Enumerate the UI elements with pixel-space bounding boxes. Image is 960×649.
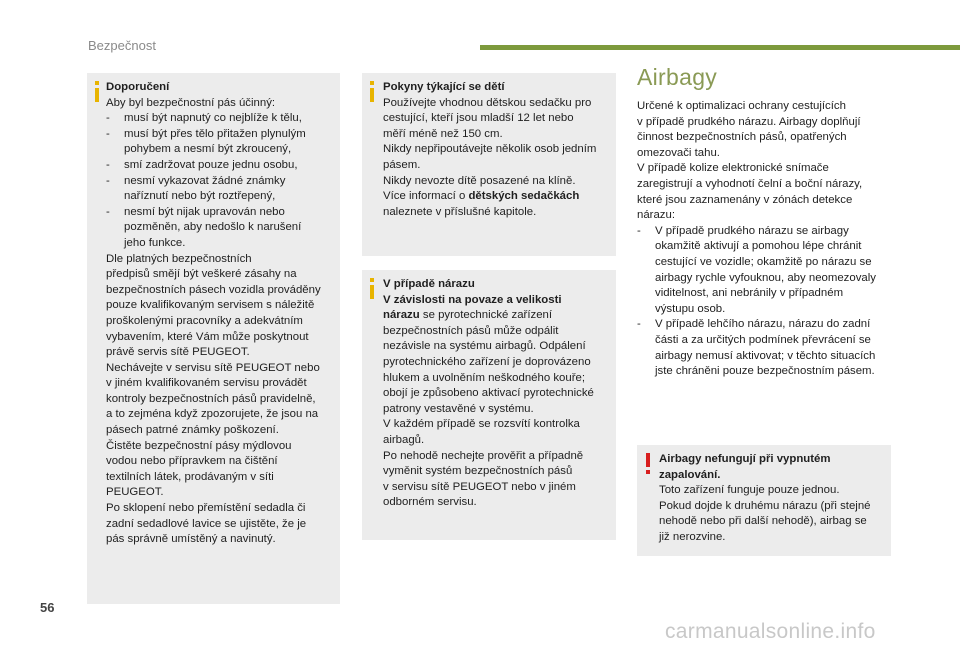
bullet-continuation: výstupu osob. <box>655 302 726 315</box>
bullet-continuation: naříznutí nebo být roztřepený, <box>124 190 276 203</box>
text-line: zadní sedadlové lavice se ujistěte, že je <box>106 517 307 530</box>
text-line: Po sklopení nebo přemístění sedadla či <box>106 502 306 515</box>
bullet-continuation: viditelnost, ani nebránily v případném <box>655 287 844 300</box>
text-line: vybavením, které Vám může poskytnout <box>106 330 309 343</box>
info-icon-bar <box>370 285 374 299</box>
text-line: zaregistrují a vyhodnotí čelní a boční nárazy, <box>637 177 863 190</box>
text-line: Pokud dojde k druhému nárazu (při stejné <box>659 499 871 512</box>
text-line: pásem. <box>383 158 421 171</box>
warning-box <box>637 445 891 556</box>
bullet-item: - nesmí vykazovat žádné známky <box>106 174 286 187</box>
text-line: airbagů. <box>383 433 425 446</box>
bullet-continuation: okamžitě aktivují a pomohou lépe chránit <box>655 240 862 253</box>
text-line: Po nehodě nechejte prověřit a případně <box>383 449 584 462</box>
text-line: činnost bezpečnostních pásů, opatřených <box>637 131 847 144</box>
text-line: bezpečnostních pásů může odpálit <box>383 324 559 337</box>
recommendation-title: Doporučení <box>106 81 170 93</box>
text-line: pásech patrné známky poškození. <box>106 424 279 437</box>
text-line: textilních látek, prodávaným v síti <box>106 470 274 483</box>
text-line: Používejte vhodnou dětskou sedačku pro <box>383 96 592 109</box>
warning-title-2: zapalování. <box>659 468 721 481</box>
bullet-item: - musí být napnutý co nejblíže k tělu, <box>106 112 302 125</box>
text-line: Určené k optimalizaci ochrany cestujících <box>637 100 846 112</box>
recommendation-lines <box>106 96 321 548</box>
text-line: vodou nebo přípravkem na čištění <box>106 455 278 468</box>
text-line: vyměnit systém bezpečnostních pásů <box>383 465 573 478</box>
children-lines <box>383 96 596 190</box>
text-line: nezávisle na systému airbagů. Odpálení <box>383 340 586 353</box>
impact-box <box>362 270 616 540</box>
text-line: pás správně umístěný a navinutý. <box>106 533 276 546</box>
warning-lines <box>659 483 870 545</box>
text-line: Nikdy nevozte dítě posazené na klíně. <box>383 174 576 187</box>
bullet-item: - musí být přes tělo přitažen plynulým <box>106 127 306 140</box>
text-line: proškolenými pracovníky a adekvátním <box>106 314 303 327</box>
text-line: patrony vestavěné v systému. <box>383 402 534 415</box>
text-line: cestující, kteří jsou mladší 12 let nebo <box>383 112 574 125</box>
text-line: nehodě nebo při další nehodě), airbag se <box>659 515 867 528</box>
warning-title-1: Airbagy nefungují při vypnutém <box>659 453 831 465</box>
recommendation-box <box>87 73 340 604</box>
children-more-line: Více informací o dětských sedačkách <box>383 190 580 203</box>
bullet-item: - smí zadržovat pouze jednu osobu, <box>106 158 298 171</box>
text-line: obojí je způsobeno aktivací pyrotechnické <box>383 387 594 400</box>
children-title: Pokyny týkající se dětí <box>383 81 505 93</box>
impact-title: V případě nárazu <box>383 278 475 290</box>
info-icon-dot <box>370 278 374 282</box>
bullet-item: - V případě prudkého nárazu se airbagy <box>637 224 849 237</box>
impact-subtitle-cont: nárazu se pyrotechnické zařízení <box>383 309 553 322</box>
text-line: Dle platných bezpečnostních <box>106 252 252 265</box>
airbags-body <box>637 99 876 380</box>
text-line: předpisů smějí být veškeré zásahy na <box>106 268 297 281</box>
text-line: PEUGEOT. <box>106 486 164 499</box>
bullet-continuation: části a za určitých podmínek převrácení se <box>655 333 871 346</box>
watermark: carmanualsonline.info <box>665 620 876 643</box>
text-line: a to zejména když zpozorujete, že jsou na <box>106 408 319 421</box>
text-line: Nikdy nepřipoutávejte několik osob jedním <box>383 143 597 156</box>
text-line: v servisu sítě PEUGEOT nebo v jiném <box>383 480 576 493</box>
bullet-continuation: airbagy nemusí aktivovat; v těchto situacích <box>655 349 876 362</box>
warning-icon-dot <box>646 470 650 474</box>
impact-subtitle: V závislosti na povaze a velikosti <box>383 293 562 306</box>
bullet-item: - V případě lehčího nárazu, nárazu do zadní <box>637 318 871 331</box>
text-line: omezovači tahu. <box>637 146 720 159</box>
text-line: Nechávejte v servisu sítě PEUGEOT nebo <box>106 361 320 374</box>
airbags-heading: Airbagy <box>637 64 718 90</box>
text-line: hlukem a uvolněním neškodného kouře; <box>383 371 585 384</box>
text-line: nárazu: <box>637 209 675 222</box>
children-more-suffix: naleznete v příslušné kapitole. <box>383 205 537 218</box>
text-line: pouze kvalifikovaným servisem s náležitě <box>106 299 315 312</box>
text-line: právě servis sítě PEUGEOT. <box>106 346 250 359</box>
warning-icon-bar <box>646 453 650 467</box>
text-line: bezpečnostních pásech vozidla prováděny <box>106 283 321 296</box>
info-icon-bar <box>370 88 374 102</box>
bullet-continuation: jste chráněni pouze bezpečnostním pásem. <box>655 365 875 378</box>
impact-lines <box>383 324 594 511</box>
text-line: odborném servisu. <box>383 496 477 509</box>
bullet-continuation: jeho funkce. <box>124 236 186 249</box>
text-line: Toto zařízení funguje pouze jednou. <box>659 484 840 497</box>
bullet-continuation: cestující ve vozidle; okamžitě po nárazu se <box>655 255 872 268</box>
text-line: Čistěte bezpečnostní pásy mýdlovou <box>106 439 292 452</box>
children-box <box>362 73 616 256</box>
text-line: v jiném kvalifikovaném servisu provádět <box>106 377 307 390</box>
text-line: Aby byl bezpečnostní pás účinný: <box>106 96 276 109</box>
text-line: pyrotechnického zařízení je doprovázeno <box>383 355 591 368</box>
page-number: 56 <box>40 600 55 615</box>
bullet-continuation: airbagy rychle vyfouknou, aby neomezovaly <box>655 271 876 284</box>
bullet-continuation: pohybem a nesmí být zkroucený, <box>124 143 292 156</box>
bullet-item: - nesmí být nijak upravován nebo <box>106 205 285 218</box>
section-title: Bezpečnost <box>88 38 156 53</box>
info-icon-dot <box>370 81 374 85</box>
text-line: V případě kolize elektronické snímače <box>637 162 829 175</box>
header-rule <box>480 45 960 50</box>
text-line: v případě prudkého nárazu. Airbagy doplňují <box>637 115 861 128</box>
info-icon-bar <box>95 88 99 102</box>
text-line: měří méně než 150 cm. <box>383 127 503 140</box>
text-line: kontroly bezpečnostních pásů pravidelně, <box>106 392 316 405</box>
bullet-continuation: pozměněn, aby nedošlo k narušení <box>124 221 302 234</box>
text-line: které jsou zaznamenány v zónách detekce <box>637 193 853 206</box>
text-line: V každém případě se rozsvítí kontrolka <box>383 418 580 431</box>
info-icon-dot <box>95 81 99 85</box>
text-line: již nerozvine. <box>659 530 726 543</box>
